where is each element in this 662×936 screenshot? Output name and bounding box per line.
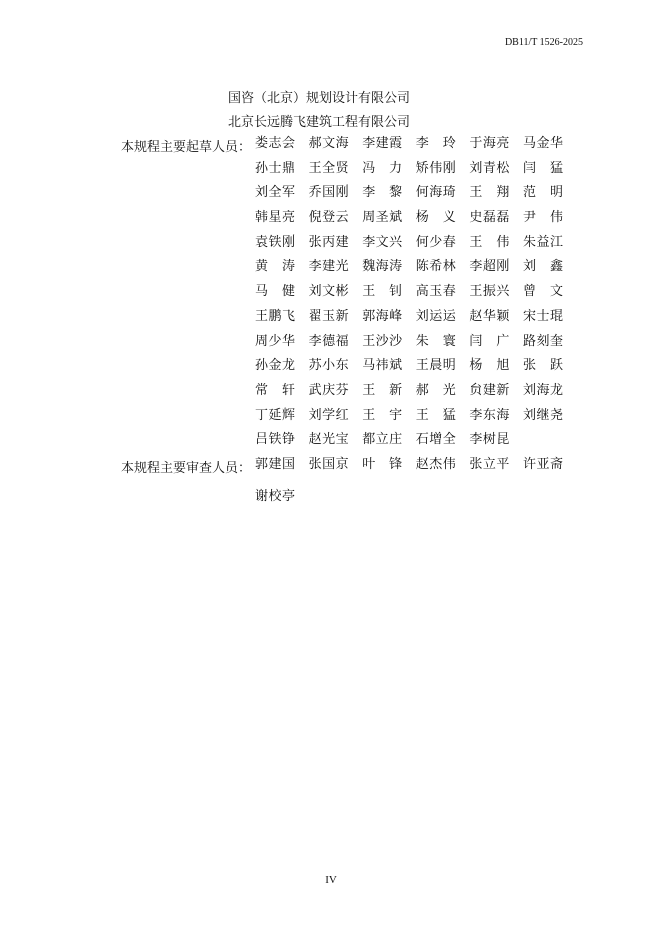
person-name: 马 健 xyxy=(255,284,295,300)
person-name: 李 玲 xyxy=(415,136,456,151)
person-name: 李德福 xyxy=(308,333,349,349)
standard-code: DB11/T 1526-2025 xyxy=(504,37,583,48)
person-name: 苏小东 xyxy=(308,358,349,374)
person-name: 石增全 xyxy=(415,432,456,448)
drafters-names xyxy=(255,136,577,457)
person-name: 朱益江 xyxy=(522,234,563,250)
person-name: 尹 伟 xyxy=(522,210,563,226)
person-name: 李文兴 xyxy=(362,234,403,250)
person-name: 曾 文 xyxy=(522,284,563,300)
person-name: 王晨明 xyxy=(415,358,456,374)
person-name: 魏海涛 xyxy=(362,259,403,275)
organization-1: 国咨（北京）规划设计有限公司 xyxy=(228,91,411,106)
person-name: 王沙沙 xyxy=(362,333,403,349)
person-name: 娄志会 xyxy=(255,136,295,151)
person-name: 郭建国 xyxy=(255,457,295,472)
person-name: 张丙建 xyxy=(308,234,349,250)
person-name: 闫 猛 xyxy=(522,160,563,176)
person-name: 高玉春 xyxy=(415,284,456,300)
person-name: 刘全军 xyxy=(255,185,295,201)
person-name: 闫 广 xyxy=(469,333,510,349)
person-name: 史磊磊 xyxy=(469,210,510,226)
person-name: 路刻奎 xyxy=(522,333,563,349)
person-name: 杨 旭 xyxy=(469,358,510,374)
person-name: 许亚斋 xyxy=(522,457,563,472)
person-name: 王 猛 xyxy=(415,407,456,423)
person-name: 王 宇 xyxy=(362,407,403,423)
person-name: 孙金龙 xyxy=(255,358,295,374)
person-name: 周少华 xyxy=(255,333,295,349)
person-name: 孙士鼎 xyxy=(255,160,295,176)
person-name: 朱 寰 xyxy=(415,333,456,349)
person-name: 刘海龙 xyxy=(522,382,563,398)
person-name: 郝 光 xyxy=(415,382,456,398)
person-name: 王全贤 xyxy=(308,160,349,176)
person-name: 黄 涛 xyxy=(255,259,295,275)
person-name: 都立庄 xyxy=(362,432,403,448)
person-name: 李 黎 xyxy=(362,185,403,201)
person-name: 刘文彬 xyxy=(308,284,349,300)
person-name: 马祎斌 xyxy=(362,358,403,374)
person-name: 杨 义 xyxy=(415,210,456,226)
person-name: 赵光宝 xyxy=(308,432,349,448)
organization-2: 北京长远腾飞建筑工程有限公司 xyxy=(228,115,411,130)
person-name: 何少春 xyxy=(415,234,456,250)
person-name: 武庆芬 xyxy=(308,382,349,398)
person-name: 李超刚 xyxy=(469,259,510,275)
person-name: 王鹏飞 xyxy=(255,308,295,324)
person-name: 郝文海 xyxy=(308,136,349,151)
person-name: 王 新 xyxy=(362,382,403,398)
person-name: 李建霞 xyxy=(362,136,403,151)
person-name: 刘学红 xyxy=(308,407,349,423)
person-name: 韩星亮 xyxy=(255,210,295,226)
person-name: 冯 力 xyxy=(362,160,403,176)
person-name: 刘青松 xyxy=(469,160,510,176)
reviewers-label: 本规程主要审查人员： xyxy=(121,461,252,476)
person-name: 乔国刚 xyxy=(308,185,349,201)
person-name: 赵华颖 xyxy=(469,308,510,324)
person-name: 刘运运 xyxy=(415,308,456,324)
person-name: 宋士琨 xyxy=(522,308,563,324)
person-name: 王 伟 xyxy=(469,234,510,250)
person-name: 矫伟刚 xyxy=(415,160,456,176)
person-name: 李东海 xyxy=(469,407,510,423)
person-name: 张立平 xyxy=(469,457,510,472)
reviewers-names xyxy=(255,457,577,521)
person-name: 范 明 xyxy=(522,185,563,201)
person-name: 赵杰伟 xyxy=(415,457,456,472)
person-name: 何海琦 xyxy=(415,185,456,201)
person-name: 刘 鑫 xyxy=(522,259,563,275)
person-name: 李建光 xyxy=(308,259,349,275)
person-name: 刘继尧 xyxy=(522,407,563,423)
person-name: 叶 锋 xyxy=(362,457,403,472)
person-name: 翟玉新 xyxy=(308,308,349,324)
person-name: 郭海峰 xyxy=(362,308,403,324)
person-name: 谢校亭 xyxy=(255,489,295,504)
person-name: 袁铁刚 xyxy=(255,234,295,250)
person-name: 倪登云 xyxy=(308,210,349,226)
person-name: 王 翔 xyxy=(469,185,510,201)
person-name: 贠建新 xyxy=(469,382,510,398)
person-name: 常 轩 xyxy=(255,382,295,398)
person-name: 吕铁铮 xyxy=(255,432,295,448)
person-name: 丁延辉 xyxy=(255,407,295,423)
person-name: 陈希林 xyxy=(415,259,456,275)
person-name: 王振兴 xyxy=(469,284,510,300)
person-name: 张 跃 xyxy=(522,358,563,374)
person-name: 张国京 xyxy=(308,457,349,472)
person-name: 周圣斌 xyxy=(362,210,403,226)
drafters-label: 本规程主要起草人员： xyxy=(121,140,252,155)
person-name: 王 钊 xyxy=(362,284,403,300)
person-name: 于海亮 xyxy=(469,136,510,151)
person-name: 李树昆 xyxy=(469,432,510,448)
person-name: 马金华 xyxy=(522,136,563,151)
page-number: IV xyxy=(325,874,337,886)
